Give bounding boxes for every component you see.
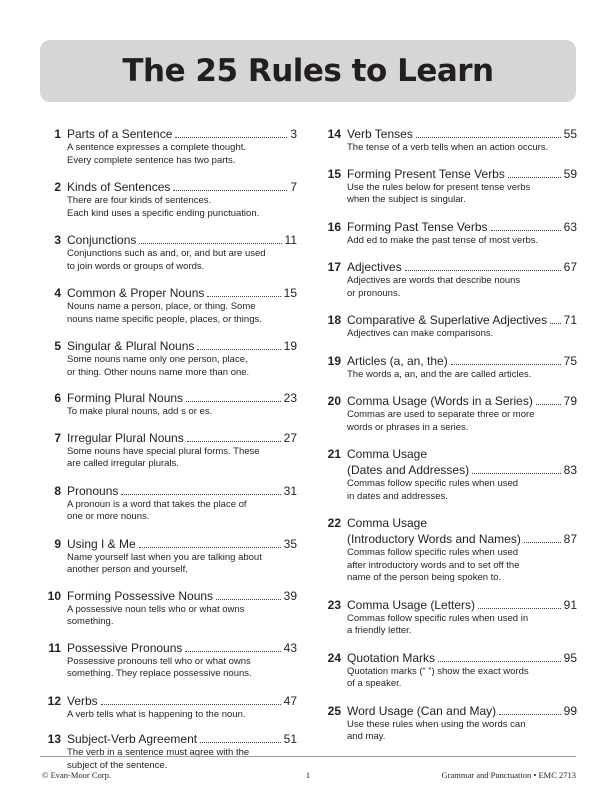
rule-description-line: something.: [67, 616, 114, 627]
rule-page-number: 43: [283, 640, 297, 655]
rule-title: (Introductory Words and Names): [347, 532, 521, 546]
rule-page-number: 95: [563, 650, 577, 665]
rule-entry: [322, 353, 577, 382]
rule-description-line: subject of the sentence.: [67, 759, 168, 771]
rule-description-line: A verb tells what is happening to the noun.: [67, 708, 246, 720]
rule-title: Common & Proper Nouns: [67, 286, 205, 300]
rule-title: Conjunctions: [67, 233, 137, 247]
rule-description-line: Commas are used to separate three or more: [347, 409, 535, 420]
rule-title: Forming Past Tense Verbs: [347, 219, 488, 234]
rule-description-line: Each kind uses a specific ending punctuation.: [67, 207, 260, 219]
dot-leader: [173, 190, 287, 191]
dot-leader: [451, 364, 561, 365]
rule-number: 4: [54, 286, 61, 300]
rule-number: 13: [47, 732, 61, 746]
rule-page-number: 3: [290, 127, 297, 141]
dot-leader: [200, 742, 281, 743]
rule-number: 1: [54, 127, 61, 141]
rule-description-line: Some nouns name only one person, place,: [67, 354, 248, 365]
rule-entry: [42, 536, 297, 577]
rule-description-line: or thing. Other nouns name more than one.: [67, 366, 250, 378]
rule-entry: [322, 515, 577, 585]
page-title: The 25 Rules to Learn: [122, 53, 494, 89]
rule-entry: [42, 285, 297, 326]
rule-title: Irregular Plural Nouns: [67, 430, 184, 445]
rule-description-line: or pronouns.: [347, 287, 401, 299]
rule-description-line: a friendly letter.: [347, 625, 412, 636]
rule-page-number: 51: [283, 732, 297, 746]
dot-leader: [175, 137, 287, 138]
rule-description-line: Adjectives are words that describe nouns: [347, 275, 521, 286]
rule-page-number: 75: [563, 353, 577, 368]
rule-entry: [42, 483, 297, 524]
rule-description-line: after introductory words and to set off the: [347, 559, 520, 571]
rule-title: Comma Usage (Words in a Series): [347, 394, 533, 408]
rule-number: 15: [327, 166, 341, 181]
rule-number: 6: [54, 391, 61, 405]
rule-description-line: Quotation marks (“ ”) show the exact words: [347, 665, 529, 677]
rule-number: 12: [47, 693, 61, 708]
rule-title: Subject-Verb Agreement: [67, 732, 198, 746]
dot-leader: [508, 177, 561, 178]
rule-title: Comparative & Superlative Adjectives: [347, 313, 548, 327]
rule-description-line: The tense of a verb tells when an action occurs.: [347, 142, 549, 153]
rule-entry: [322, 312, 577, 341]
rule-description-line: A sentence expresses a complete thought.: [67, 142, 247, 153]
rule-entry: [322, 650, 577, 691]
rule-description-line: Conjunctions such as and, or, and but are used: [67, 248, 266, 259]
rule-page-number: 35: [283, 536, 297, 551]
rule-title: Word Usage (Can and May): [347, 703, 497, 718]
rule-title-line1: Comma Usage: [347, 447, 428, 461]
dot-leader: [207, 296, 280, 297]
rule-entry: [322, 597, 577, 638]
rule-entry: [42, 338, 297, 379]
rule-description-line: to join words or groups of words.: [67, 260, 205, 272]
rule-title: Quotation Marks: [347, 650, 436, 665]
rule-number: 8: [54, 483, 61, 498]
rule-page-number: 31: [283, 483, 297, 498]
rule-description-line: Use these rules when using the words can: [347, 718, 526, 730]
rule-description-line: Nouns name a person, place, or thing. Some: [67, 301, 256, 312]
rule-entry: [322, 703, 577, 744]
rule-page-number: 99: [563, 703, 577, 718]
rule-page-number: 15: [283, 286, 297, 300]
rule-entry: [42, 390, 297, 419]
rule-entry: [42, 693, 297, 722]
rule-description-line: Add ed to make the past tense of most verbs.: [347, 234, 539, 246]
rule-number: 5: [54, 339, 61, 353]
rule-entry: [42, 232, 297, 273]
rule-number: 20: [327, 394, 341, 408]
rule-number: 11: [48, 640, 61, 655]
rule-title: Kinds of Sentences: [67, 180, 171, 194]
rule-entry: [322, 219, 577, 248]
rule-entry: [42, 731, 297, 772]
rule-page-number: 79: [563, 394, 577, 408]
dot-leader: [405, 270, 561, 271]
rule-description-line: another person and yourself.: [67, 564, 188, 575]
rule-description-line: There are four kinds of sentences.: [67, 195, 212, 206]
rule-page-number: 23: [283, 391, 297, 405]
rule-title-line1: Comma Usage: [347, 516, 428, 530]
rule-number: 2: [54, 180, 61, 194]
rule-entry: [322, 259, 577, 300]
rule-description-line: A pronoun is a word that takes the place of: [67, 498, 247, 510]
rules-list-right: [322, 126, 577, 744]
rule-number: 17: [327, 260, 341, 274]
footer-divider: [40, 756, 576, 757]
rule-title: Forming Possessive Nouns: [67, 588, 214, 603]
rule-title: Comma Usage (Letters): [347, 597, 476, 612]
rule-page-number: 39: [283, 588, 297, 603]
rule-page-number: 63: [563, 219, 577, 234]
dot-leader: [438, 661, 561, 662]
rule-number: 25: [327, 703, 341, 718]
rule-number: 9: [54, 536, 61, 551]
rule-entry: [42, 126, 297, 167]
dot-leader: [197, 349, 280, 350]
dot-leader: [472, 473, 561, 474]
footer-book-info: Grammar and Punctuation • EMC 2713: [441, 770, 576, 780]
rule-entry: [322, 446, 577, 503]
dot-leader: [121, 494, 280, 495]
dot-leader: [416, 137, 561, 138]
rule-number: 18: [327, 313, 341, 327]
rule-description-line: nouns name specific people, places, or things.: [67, 313, 262, 325]
rule-description-line: name of the person being spoken to.: [347, 572, 502, 583]
rule-entry: [42, 640, 297, 681]
rule-title: Adjectives: [347, 260, 402, 274]
dot-leader: [187, 441, 281, 442]
rule-description-line: Commas follow specific rules when used: [347, 547, 519, 558]
rule-description-line: The verb in a sentence must agree with the: [67, 747, 250, 758]
rule-title: Using I & Me: [67, 536, 136, 551]
rule-page-number: 19: [283, 339, 297, 353]
dot-leader: [499, 714, 560, 715]
rule-title: Forming Present Tense Verbs: [347, 166, 505, 181]
rule-description-line: To make plural nouns, add s or es.: [67, 406, 213, 417]
rule-title: Singular & Plural Nouns: [67, 339, 195, 353]
rule-entry: [42, 430, 297, 471]
rule-page-number: 7: [290, 180, 297, 194]
dot-leader: [216, 599, 281, 600]
rule-entry: [322, 166, 577, 207]
rule-number: 23: [327, 597, 341, 612]
rule-title: Parts of a Sentence: [67, 127, 173, 141]
dot-leader: [101, 704, 281, 705]
rule-number: 16: [327, 219, 341, 234]
rule-description-line: Commas follow specific rules when used in: [347, 612, 529, 624]
rule-page-number: 87: [563, 532, 577, 546]
rule-page-number: 91: [563, 597, 577, 612]
rule-description-line: words or phrases in a series.: [347, 421, 469, 433]
rule-description-line: Some nouns have special plural forms. These: [67, 445, 260, 457]
rule-title: Articles (a, an, the): [347, 353, 448, 368]
rule-page-number: 55: [563, 127, 577, 141]
rule-number: 14: [327, 127, 341, 141]
rule-description-line: are called irregular plurals.: [67, 458, 179, 469]
rule-title: Forming Plural Nouns: [67, 391, 184, 405]
rule-page-number: 47: [283, 693, 297, 708]
rule-page-number: 71: [563, 313, 577, 327]
rule-title: Possessive Pronouns: [67, 640, 183, 655]
rule-description-line: Every complete sentence has two parts.: [67, 154, 236, 166]
dot-leader: [478, 608, 561, 609]
rule-number: 24: [327, 650, 341, 665]
rule-description-line: of a speaker.: [347, 678, 402, 689]
rule-entry: [322, 126, 577, 155]
rule-description-line: Use the rules below for present tense verbs: [347, 181, 531, 193]
rule-description-line: The words a, an, and the are called articles.: [347, 368, 532, 380]
rule-title: Verb Tenses: [347, 127, 413, 141]
rule-number: 10: [47, 588, 61, 603]
rules-list-left: [42, 126, 297, 772]
rule-entry: [42, 179, 297, 220]
dot-leader: [536, 404, 561, 405]
rule-title: (Dates and Addresses): [347, 463, 470, 477]
rule-description-line: Possessive pronouns tell who or what owns: [67, 655, 251, 667]
dot-leader: [186, 401, 281, 402]
rule-page-number: 11: [284, 233, 297, 247]
rule-description-line: Commas follow specific rules when used: [347, 478, 519, 489]
rule-page-number: 83: [563, 463, 577, 477]
rule-page-number: 59: [563, 166, 577, 181]
dot-leader: [139, 547, 281, 548]
rule-title: Pronouns: [67, 483, 119, 498]
rule-number: 7: [54, 430, 61, 445]
title-banner: [40, 40, 576, 102]
rule-description-line: one or more nouns.: [67, 511, 150, 522]
rule-number: 19: [327, 353, 341, 368]
rule-title: Verbs: [67, 693, 98, 708]
dot-leader: [550, 323, 561, 324]
rule-description-line: and may.: [347, 731, 386, 742]
rule-page-number: 27: [283, 430, 297, 445]
rule-page-number: 67: [563, 260, 577, 274]
dot-leader: [491, 230, 561, 231]
rule-number: 21: [327, 447, 341, 461]
rule-entry: [322, 393, 577, 434]
rule-number: 3: [54, 233, 61, 247]
rule-description-line: A possessive noun tells who or what owns: [67, 603, 245, 615]
dot-leader: [185, 651, 280, 652]
rule-description-line: something. They replace possessive nouns.: [67, 668, 252, 679]
dot-leader: [524, 542, 561, 543]
rule-number: 22: [327, 516, 341, 530]
rule-description-line: Name yourself last when you are talking about: [67, 551, 262, 563]
footer-page-number: 1: [305, 770, 311, 780]
rule-entry: [42, 588, 297, 629]
rule-description-line: in dates and addresses.: [347, 490, 448, 502]
dot-leader: [139, 243, 281, 244]
rule-description-line: Adjectives can make comparisons.: [347, 328, 494, 339]
rule-description-line: when the subject is singular.: [347, 194, 466, 205]
footer-copyright: © Evan-Moor Corp.: [42, 770, 112, 780]
